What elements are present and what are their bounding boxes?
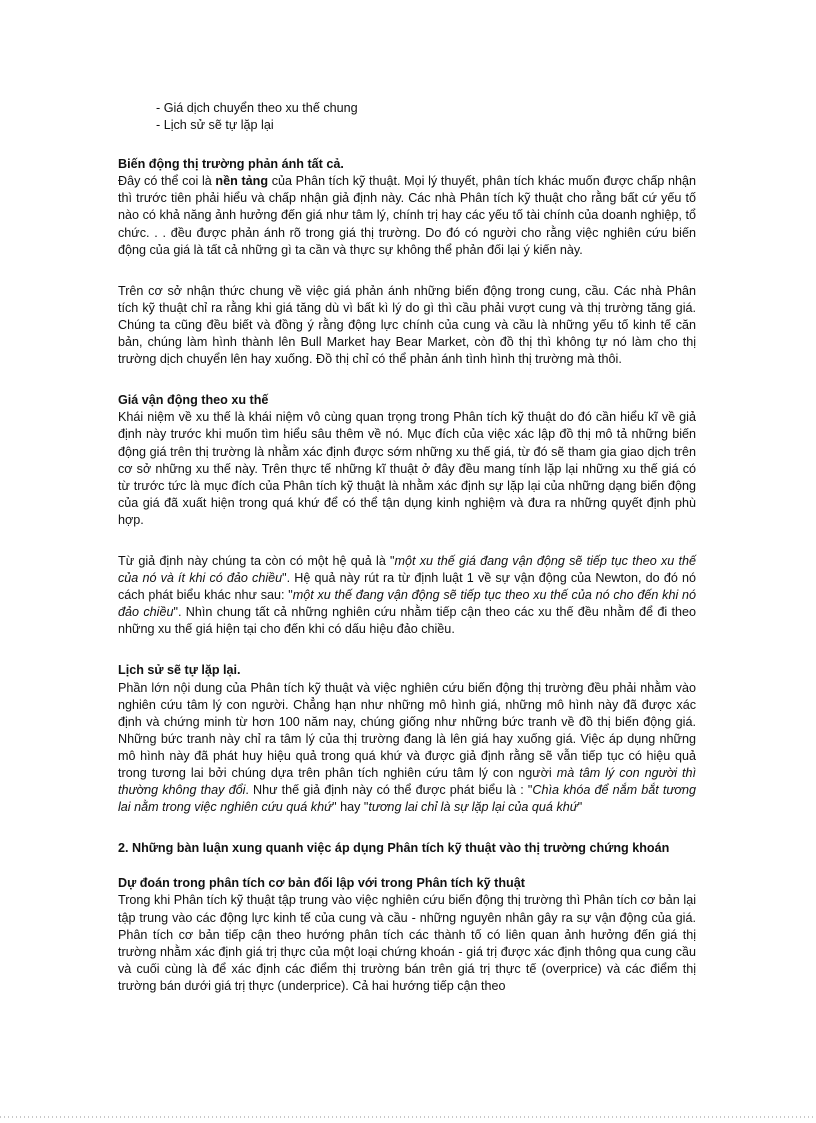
section-history-repeats — [118, 662, 696, 816]
text-run: " — [577, 800, 583, 815]
paragraph: Khái niệm về xu thế là khái niệm vô cùng quan trọng trong Phân tích kỹ thuật do đó cần hiểu kĩ về giả định này trước khi muốn tìm hiểu sâu thêm về nó. Mục đích của việc xác lập đồ thị mô tả những biến động giá trên thị trường là nhằm xác định được sớm những xu thế giá, từ đó sẽ tham gia giao dịch trên cơ sở những xu thế này. Trên thực tế những kĩ thuật ở đây đều mang tính lặp lại những xu thế giá có từ trước tức là mục đích của Phân tích kỹ thuật là nhằm xác định sự lặp lại của những dạng biến động của giá đã xuất hiện trong quá khứ để có thể tận dụng kinh nghiệm và đưa ra những quyết định phù hợp. — [118, 410, 696, 527]
text-run: ". Hệ quả này rút ra từ định luật 1 về sự vận động của Newton, do đó nó cách phát biểu khác như sau: " — [118, 571, 696, 603]
paragraph — [118, 173, 696, 258]
italic-quote: một xu thế đang vận động sẽ tiếp tục theo xu thế của nó cho đến khi nó đảo chiều — [118, 588, 696, 620]
document-page — [118, 100, 696, 1019]
italic-quote: mà tâm lý con người thì thường không thay đổi — [118, 766, 696, 798]
text-run: Từ giả định này chúng ta còn có một hệ quả là " — [118, 553, 395, 568]
sub-heading: Dự đoán trong phân tích cơ bản đối lập với trong Phân tích kỹ thuật — [118, 876, 525, 891]
paragraph: Trên cơ sở nhận thức chung về việc giá phản ánh những biến động trong cung, cầu. Các nhà Phân tích kỹ thuật chỉ ra rằng khi giá tăng dù vì bất kì lý do gì thì cầu phải vượt cung và thị trường tăng giá. Chúng ta cũng đều biết và đồng ý rằng động lực chính của cung và cầu là những yếu tố kinh tế căn bản, chúng làm hình thành lên Bull Market hay Bear Market, còn đồ thị thì không tự nó làm cho thị trường dịch chuyển lên hay xuống. Đồ thị chỉ có thể phản ánh tình hình thị trường mà thôi. — [118, 283, 696, 367]
text-run: Phần lớn nội dung của Phân tích kỹ thuật và việc nghiên cứu biến động thị trường đều phải nhằm vào nghiên cứu tâm lý con người. Chẳng hạn như những mô hình giá, những mô hình này đã được xác định và chứng minh từ hơn 100 năm nay, chúng giống như những bức tranh về đồ thị biến động giá. Những bức tranh này chỉ ra tâm lý của thị trường đang là lên giá hay xuống giá. Việc áp dụng những mô hình này đã phát huy hiệu quả trong quá khứ và được giả định rằng sẽ vẫn tiếp tục có hiệu quả trong tương lai bởi chúng dựa trên phân tích nghiên cứu tâm lý con người — [118, 680, 696, 780]
paragraph — [118, 553, 696, 638]
text-run: Đây có thể coi là — [118, 174, 216, 189]
italic-quote: một xu thế giá đang vận động sẽ tiếp tục theo xu thế của nó và ít khi có đảo chiều — [118, 553, 696, 586]
section-debates — [118, 840, 696, 995]
section-price-trends — [118, 392, 696, 638]
paragraph: Trong khi Phân tích kỹ thuật tập trung vào việc nghiên cứu biến động thị trường thì Phân tích cơ bản lại tập trung vào các động lực kinh tế của cung và cầu - những nguyên nhân gây ra sự vận động của giá. Phân tích cơ bản tiếp cận theo hướng phân tích các thành tố có liên quan ảnh hưởng đến giá thị trường nhằm xác định giá trị thực của một loại chứng khoán - giá trị được xác định thông qua cung cầu và cuối cùng là để xác định các điểm thị trường bán trên giá trị thực tế (overprice) và các điểm thị trường bán dưới giá trị thực (underprice). Cả hai hướng tiếp cận theo — [118, 893, 696, 993]
italic-quote: tương lai chỉ là sự lặp lại của quá khứ — [368, 800, 578, 815]
section-title: 2. Những bàn luận xung quanh việc áp dụng Phân tích kỹ thuật vào thị trường chứng khoán — [118, 841, 670, 856]
section-heading: Lịch sử sẽ tự lặp lại. — [118, 663, 241, 678]
bullet-item: - Lịch sử sẽ tự lặp lại — [156, 118, 274, 133]
bullet-item: - Giá dịch chuyển theo xu thế chung — [156, 101, 358, 115]
italic-quote: Chìa khóa để nắm bắt tương lai nằm trong việc nghiên cứu quá khứ — [118, 783, 696, 815]
section-heading: Biến động thị trường phản ánh tất cả. — [118, 157, 344, 172]
page-bottom-edge — [0, 1116, 816, 1118]
text-run: " hay " — [332, 800, 369, 815]
bullet-list — [118, 100, 696, 134]
paragraph — [118, 680, 696, 817]
section-market-reflects-all — [118, 156, 696, 368]
section-heading: Giá vận động theo xu thế — [118, 393, 269, 408]
bold-term: nền tảng — [215, 174, 269, 189]
text-run: ". Nhìn chung tất cả những nghiên cứu nhằm tiếp cận theo các xu thế đều nhằm để đi theo những xu thế giá hiện tại cho đến khi có dấu hiệu đảo chiều. — [118, 605, 696, 637]
text-run: . Như thế giả định này có thể được phát biểu là : " — [245, 783, 533, 798]
text-run: của Phân tích kỹ thuật. Mọi lý thuyết, phân tích khác muốn được chấp nhận thì trước tiên phải hiểu và chấp nhận giả định này. Các nhà Phân tích kỹ thuật cho rằng bất cứ yếu tố nào có khả năng ảnh hưởng đến giá như tâm lý, chính trị hay các yếu tố tài chính của doanh nghiệp, tổ chức. . . đều được phản ánh rõ trong giá thị trường. Do đó có người cho rằng việc nghiên cứu biến động của giá là tất cả những gì ta cần và thực sự không thể phản đối lại ý kiến này. — [118, 174, 696, 257]
